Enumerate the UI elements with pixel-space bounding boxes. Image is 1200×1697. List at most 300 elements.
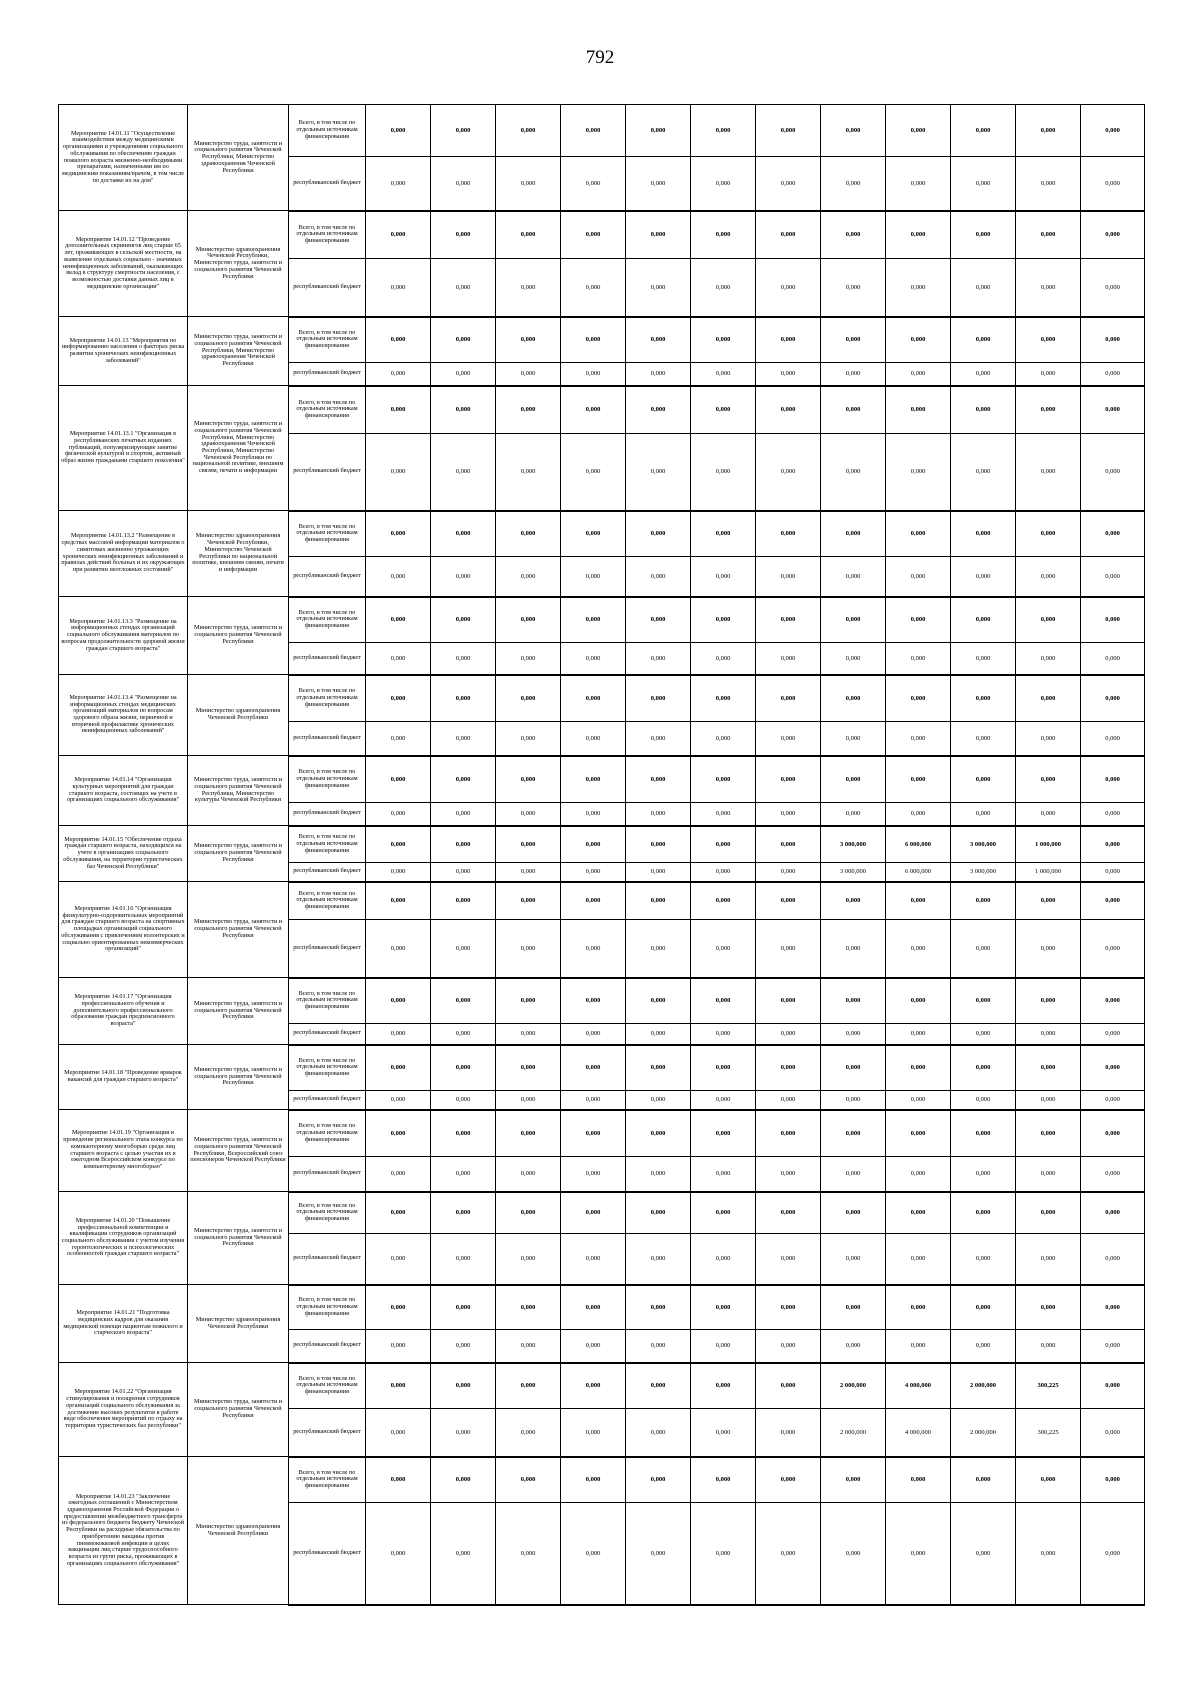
total-value-cell: 0,000	[886, 317, 951, 363]
event-name: Мероприятие 14.01.18 "Проведение ярмарок вакансий для граждан старшего возраста"	[59, 1045, 188, 1110]
total-value-cell: 0,000	[431, 1285, 496, 1330]
total-value-cell: 0,000	[756, 105, 821, 157]
regional-value-cell: 0,000	[691, 1330, 756, 1363]
total-value-cell: 0,000	[886, 1045, 951, 1091]
regional-value-cell: 0,000	[431, 863, 496, 882]
total-value-cell: 0,000	[1081, 826, 1145, 863]
regional-value-cell: 0,000	[366, 259, 431, 317]
total-value-cell: 0,000	[821, 756, 886, 803]
total-value-cell: 0,000	[496, 675, 561, 722]
regional-value-cell: 0,000	[886, 1091, 951, 1110]
total-value-cell: 0,000	[496, 511, 561, 557]
total-value-cell: 0,000	[626, 211, 691, 259]
regional-value-cell: 0,000	[691, 722, 756, 756]
regional-value-cell: 0,000	[1081, 863, 1145, 882]
total-value-cell: 0,000	[561, 1457, 626, 1503]
regional-value-cell: 0,000	[886, 803, 951, 826]
source-total-label: Всего, в том числе по отдельным источникам финансирования	[289, 317, 366, 363]
total-value-cell: 0,000	[821, 317, 886, 363]
total-value-cell: 0,000	[366, 882, 431, 920]
regional-value-cell: 0,000	[431, 259, 496, 317]
regional-value-cell: 0,000	[366, 803, 431, 826]
total-value-cell: 0,000	[366, 211, 431, 259]
total-value-cell: 0,000	[1081, 1363, 1145, 1409]
total-value-cell: 0,000	[1016, 105, 1081, 157]
total-value-cell: 0,000	[431, 826, 496, 863]
total-value-cell: 0,000	[431, 105, 496, 157]
regional-value-cell: 0,000	[561, 920, 626, 978]
total-value-cell: 0,000	[821, 386, 886, 434]
total-value-cell: 0,000	[951, 978, 1016, 1024]
total-value-cell: 0,000	[756, 211, 821, 259]
regional-value-cell: 0,000	[431, 1157, 496, 1192]
source-regional-label: республиканский бюджет	[289, 434, 366, 511]
event-executor: Министерство труда, занятости и социального развития Чеченской Республики	[188, 826, 289, 882]
regional-value-cell: 0,000	[821, 1503, 886, 1605]
regional-value-cell: 0,000	[561, 259, 626, 317]
total-value-cell: 0,000	[951, 675, 1016, 722]
regional-value-cell: 0,000	[1016, 434, 1081, 511]
regional-value-cell: 1 000,000	[1016, 863, 1081, 882]
regional-value-cell: 0,000	[1016, 1330, 1081, 1363]
event-name: Мероприятие 14.01.20 "Повышение профессиональной компетенции и квалификации сотрудников организаций социального обслуживания с учетом изучения геронтологических и психологических особенностей граждан старшего возраста"	[59, 1192, 188, 1285]
regional-value-cell: 0,000	[886, 363, 951, 386]
total-value-cell: 0,000	[366, 1363, 431, 1409]
regional-value-cell: 0,000	[366, 557, 431, 597]
regional-value-cell: 0,000	[821, 1234, 886, 1285]
total-value-cell: 0,000	[821, 1192, 886, 1234]
total-value-cell: 0,000	[886, 597, 951, 643]
regional-value-cell: 0,000	[691, 643, 756, 675]
regional-value-cell: 0,000	[1081, 920, 1145, 978]
regional-value-cell: 0,000	[561, 863, 626, 882]
total-value-cell: 0,000	[1081, 1457, 1145, 1503]
event-executor: Министерство труда, занятости и социального развития Чеченской Республики, Министерство здравоохранения Чеченской Республики	[188, 317, 289, 386]
source-regional-label: республиканский бюджет	[289, 920, 366, 978]
source-regional-label: республиканский бюджет	[289, 643, 366, 675]
regional-value-cell: 0,000	[496, 1234, 561, 1285]
regional-value-cell: 0,000	[951, 434, 1016, 511]
regional-value-cell: 0,000	[1016, 1503, 1081, 1605]
regional-value-cell: 0,000	[951, 157, 1016, 211]
source-regional-label: республиканский бюджет	[289, 1024, 366, 1045]
regional-value-cell: 0,000	[1081, 434, 1145, 511]
regional-value-cell: 3 000,000	[951, 863, 1016, 882]
total-value-cell: 0,000	[366, 1192, 431, 1234]
regional-value-cell: 0,000	[691, 1409, 756, 1457]
source-regional-label: республиканский бюджет	[289, 157, 366, 211]
total-value-cell: 0,000	[626, 978, 691, 1024]
total-value-cell: 0,000	[431, 1110, 496, 1157]
regional-value-cell: 0,000	[951, 920, 1016, 978]
total-value-cell: 0,000	[951, 317, 1016, 363]
total-value-cell: 0,000	[886, 1457, 951, 1503]
regional-value-cell: 0,000	[1081, 157, 1145, 211]
total-value-cell: 0,000	[691, 511, 756, 557]
total-value-cell: 0,000	[1016, 317, 1081, 363]
regional-value-cell: 0,000	[626, 1157, 691, 1192]
regional-value-cell: 0,000	[756, 1091, 821, 1110]
regional-value-cell: 0,000	[951, 643, 1016, 675]
regional-value-cell: 0,000	[626, 722, 691, 756]
regional-value-cell: 0,000	[561, 1157, 626, 1192]
total-value-cell: 0,000	[561, 675, 626, 722]
regional-value-cell: 0,000	[1081, 363, 1145, 386]
regional-value-cell: 0,000	[756, 259, 821, 317]
source-regional-label: республиканский бюджет	[289, 363, 366, 386]
event-executor: Министерство здравоохранения Чеченской Республики, Министерство труда, занятости и социального развития Чеченской Республики	[188, 211, 289, 317]
regional-value-cell: 0,000	[691, 863, 756, 882]
source-total-label: Всего, в том числе по отдельным источникам финансирования	[289, 1110, 366, 1157]
regional-value-cell: 0,000	[496, 1157, 561, 1192]
regional-value-cell: 0,000	[951, 557, 1016, 597]
source-total-label: Всего, в том числе по отдельным источникам финансирования	[289, 1045, 366, 1091]
regional-value-cell: 0,000	[821, 1157, 886, 1192]
total-value-cell: 0,000	[366, 756, 431, 803]
regional-value-cell: 0,000	[431, 643, 496, 675]
regional-value-cell: 0,000	[626, 1503, 691, 1605]
regional-value-cell: 0,000	[561, 1409, 626, 1457]
table-row	[59, 1285, 1145, 1330]
regional-value-cell: 0,000	[756, 1234, 821, 1285]
regional-value-cell: 0,000	[496, 259, 561, 317]
regional-value-cell: 0,000	[886, 722, 951, 756]
total-value-cell: 0,000	[756, 978, 821, 1024]
source-total-label: Всего, в том числе по отдельным источникам финансирования	[289, 1285, 366, 1330]
total-value-cell: 0,000	[431, 1192, 496, 1234]
regional-value-cell: 0,000	[431, 1091, 496, 1110]
total-value-cell: 0,000	[1081, 1110, 1145, 1157]
regional-value-cell: 0,000	[496, 557, 561, 597]
regional-value-cell: 0,000	[756, 157, 821, 211]
table-row	[59, 1192, 1145, 1234]
total-value-cell: 0,000	[1081, 756, 1145, 803]
total-value-cell: 0,000	[691, 1363, 756, 1409]
total-value-cell: 0,000	[886, 1285, 951, 1330]
total-value-cell: 0,000	[756, 317, 821, 363]
regional-value-cell: 0,000	[951, 1157, 1016, 1192]
regional-value-cell: 0,000	[366, 363, 431, 386]
regional-value-cell: 0,000	[1081, 1024, 1145, 1045]
total-value-cell: 0,000	[496, 1192, 561, 1234]
regional-value-cell: 0,000	[366, 1091, 431, 1110]
total-value-cell: 0,000	[691, 882, 756, 920]
total-value-cell: 0,000	[1081, 211, 1145, 259]
regional-value-cell: 0,000	[821, 1091, 886, 1110]
regional-value-cell: 0,000	[496, 157, 561, 211]
regional-value-cell: 0,000	[561, 557, 626, 597]
total-value-cell: 0,000	[626, 1457, 691, 1503]
total-value-cell: 0,000	[1081, 978, 1145, 1024]
total-value-cell: 0,000	[756, 511, 821, 557]
total-value-cell: 0,000	[1081, 882, 1145, 920]
source-regional-label: республиканский бюджет	[289, 1503, 366, 1605]
regional-value-cell: 0,000	[626, 1091, 691, 1110]
regional-value-cell: 0,000	[756, 643, 821, 675]
regional-value-cell: 0,000	[496, 920, 561, 978]
regional-value-cell: 0,000	[1081, 1157, 1145, 1192]
source-regional-label: республиканский бюджет	[289, 1091, 366, 1110]
regional-value-cell: 0,000	[821, 1330, 886, 1363]
regional-value-cell: 0,000	[886, 643, 951, 675]
regional-value-cell: 0,000	[821, 259, 886, 317]
regional-value-cell: 0,000	[431, 557, 496, 597]
total-value-cell: 6 000,000	[886, 826, 951, 863]
total-value-cell: 0,000	[821, 1045, 886, 1091]
regional-value-cell: 0,000	[626, 157, 691, 211]
total-value-cell: 0,000	[756, 1192, 821, 1234]
total-value-cell: 0,000	[431, 511, 496, 557]
total-value-cell: 0,000	[1016, 756, 1081, 803]
total-value-cell: 0,000	[886, 978, 951, 1024]
total-value-cell: 0,000	[626, 597, 691, 643]
total-value-cell: 0,000	[1016, 1045, 1081, 1091]
total-value-cell: 0,000	[496, 1045, 561, 1091]
total-value-cell: 0,000	[951, 1045, 1016, 1091]
regional-value-cell: 0,000	[951, 1091, 1016, 1110]
regional-value-cell: 0,000	[1016, 1091, 1081, 1110]
source-total-label: Всего, в том числе по отдельным источникам финансирования	[289, 1363, 366, 1409]
total-value-cell: 2 000,000	[951, 1363, 1016, 1409]
page-number: 792	[585, 47, 615, 68]
total-value-cell: 0,000	[691, 1457, 756, 1503]
total-value-cell: 0,000	[561, 1045, 626, 1091]
regional-value-cell: 0,000	[626, 920, 691, 978]
regional-value-cell: 0,000	[366, 920, 431, 978]
total-value-cell: 0,000	[366, 511, 431, 557]
total-value-cell: 0,000	[561, 105, 626, 157]
event-executor: Министерство труда, занятости и социального развития Чеченской Республики, Всероссийский союз пенсионеров Чеченской Республики	[188, 1110, 289, 1192]
total-value-cell: 0,000	[431, 978, 496, 1024]
total-value-cell: 0,000	[691, 978, 756, 1024]
total-value-cell: 0,000	[626, 1192, 691, 1234]
regional-value-cell: 0,000	[951, 1330, 1016, 1363]
total-value-cell: 0,000	[431, 1363, 496, 1409]
total-value-cell: 0,000	[821, 1285, 886, 1330]
regional-value-cell: 300,225	[1016, 1409, 1081, 1457]
regional-value-cell: 0,000	[1016, 1234, 1081, 1285]
regional-value-cell: 0,000	[821, 557, 886, 597]
total-value-cell: 0,000	[496, 1363, 561, 1409]
total-value-cell: 0,000	[1016, 1285, 1081, 1330]
event-executor: Министерство труда, занятости и социального развития Чеченской Республики	[188, 1045, 289, 1110]
regional-value-cell: 0,000	[951, 803, 1016, 826]
event-name: Мероприятие 14.01.13.3 "Размещение на информационных стендах организаций социального обслуживания материалов по вопросам продолжительности здоровой жизни граждан старшего возраста"	[59, 597, 188, 675]
regional-value-cell: 0,000	[821, 643, 886, 675]
total-value-cell: 0,000	[756, 597, 821, 643]
total-value-cell: 0,000	[431, 1045, 496, 1091]
regional-value-cell: 0,000	[496, 434, 561, 511]
total-value-cell: 0,000	[366, 1457, 431, 1503]
regional-value-cell: 0,000	[561, 363, 626, 386]
total-value-cell: 0,000	[1081, 1192, 1145, 1234]
total-value-cell: 0,000	[496, 597, 561, 643]
event-executor: Министерство труда, занятости и социального развития Чеченской Республики	[188, 978, 289, 1045]
regional-value-cell: 0,000	[886, 259, 951, 317]
regional-value-cell: 0,000	[496, 643, 561, 675]
total-value-cell: 0,000	[366, 826, 431, 863]
regional-value-cell: 0,000	[951, 1503, 1016, 1605]
table-row	[59, 1363, 1145, 1409]
total-value-cell: 0,000	[951, 1192, 1016, 1234]
regional-value-cell: 4 000,000	[886, 1409, 951, 1457]
regional-value-cell: 0,000	[691, 363, 756, 386]
regional-value-cell: 0,000	[691, 1157, 756, 1192]
regional-value-cell: 0,000	[1016, 259, 1081, 317]
regional-value-cell: 0,000	[1081, 557, 1145, 597]
regional-value-cell: 0,000	[756, 722, 821, 756]
total-value-cell: 0,000	[496, 756, 561, 803]
total-value-cell: 0,000	[951, 1285, 1016, 1330]
regional-value-cell: 0,000	[366, 1234, 431, 1285]
source-regional-label: республиканский бюджет	[289, 722, 366, 756]
total-value-cell: 0,000	[821, 511, 886, 557]
regional-value-cell: 0,000	[821, 920, 886, 978]
regional-value-cell: 0,000	[366, 1409, 431, 1457]
total-value-cell: 0,000	[756, 386, 821, 434]
total-value-cell: 0,000	[886, 211, 951, 259]
regional-value-cell: 0,000	[366, 157, 431, 211]
regional-value-cell: 0,000	[1081, 1503, 1145, 1605]
total-value-cell: 3 000,000	[821, 826, 886, 863]
total-value-cell: 0,000	[1016, 882, 1081, 920]
total-value-cell: 0,000	[431, 675, 496, 722]
total-value-cell: 0,000	[821, 882, 886, 920]
regional-value-cell: 0,000	[821, 1024, 886, 1045]
total-value-cell: 2 000,000	[821, 1363, 886, 1409]
source-regional-label: республиканский бюджет	[289, 557, 366, 597]
total-value-cell: 0,000	[496, 978, 561, 1024]
event-name: Мероприятие 14.01.21 "Подготовка медицинских кадров для оказания медицинской помощи пациентам пожилого и старческого возраста"	[59, 1285, 188, 1363]
regional-value-cell: 0,000	[1016, 157, 1081, 211]
total-value-cell: 0,000	[626, 826, 691, 863]
regional-value-cell: 0,000	[691, 1091, 756, 1110]
regional-value-cell: 0,000	[756, 1409, 821, 1457]
total-value-cell: 0,000	[496, 105, 561, 157]
table-row	[59, 511, 1145, 557]
regional-value-cell: 0,000	[691, 1234, 756, 1285]
total-value-cell: 0,000	[756, 1045, 821, 1091]
regional-value-cell: 0,000	[626, 803, 691, 826]
total-value-cell: 0,000	[1016, 978, 1081, 1024]
event-executor: Министерство труда, занятости и социального развития Чеченской Республики, Министерство культуры Чеченской Республики	[188, 756, 289, 826]
budget-table	[58, 104, 1145, 1606]
regional-value-cell: 0,000	[496, 1503, 561, 1605]
regional-value-cell: 0,000	[1081, 1330, 1145, 1363]
total-value-cell: 0,000	[626, 386, 691, 434]
event-name: Мероприятие 14.01.23 "Заключение ежегодных соглашений с Министерством здравоохранения Российской Федерации о предоставлении межбюджетного трансферта из федерального бюджета бюджету Чеченской Республики на расходные обязательства по приобретению вакцины против пневмококковой инфекции и целях вакцинации лиц старше трудоспособного возраста из групп риска, проживающих в организациях социального обслуживания"	[59, 1457, 188, 1605]
total-value-cell: 0,000	[366, 675, 431, 722]
total-value-cell: 0,000	[626, 756, 691, 803]
regional-value-cell: 3 000,000	[821, 863, 886, 882]
regional-value-cell: 0,000	[1081, 803, 1145, 826]
total-value-cell: 0,000	[821, 597, 886, 643]
total-value-cell: 0,000	[366, 105, 431, 157]
total-value-cell: 0,000	[886, 675, 951, 722]
total-value-cell: 0,000	[691, 597, 756, 643]
total-value-cell: 0,000	[626, 511, 691, 557]
table-row	[59, 597, 1145, 643]
total-value-cell: 0,000	[756, 826, 821, 863]
event-name: Мероприятие 14.01.13.1 "Организация в республиканских печатных изданиях публикаций, популяризирующие занятие физической культурой и спортом, активный образ жизни гражданами старшего поколения"	[59, 386, 188, 511]
total-value-cell: 0,000	[951, 105, 1016, 157]
regional-value-cell: 0,000	[431, 434, 496, 511]
regional-value-cell: 0,000	[1081, 1409, 1145, 1457]
regional-value-cell: 0,000	[626, 643, 691, 675]
total-value-cell: 0,000	[691, 1285, 756, 1330]
total-value-cell: 0,000	[1016, 675, 1081, 722]
event-name: Мероприятие 14.01.14 "Организация культурных мероприятий для граждан старшего возраста, состоящих на учете в организациях социального обслуживания"	[59, 756, 188, 826]
total-value-cell: 0,000	[1081, 597, 1145, 643]
regional-value-cell: 0,000	[886, 1157, 951, 1192]
regional-value-cell: 0,000	[756, 803, 821, 826]
regional-value-cell: 0,000	[431, 722, 496, 756]
total-value-cell: 0,000	[886, 1110, 951, 1157]
regional-value-cell: 0,000	[1081, 1234, 1145, 1285]
source-total-label: Всего, в том числе по отдельным источникам финансирования	[289, 978, 366, 1024]
regional-value-cell: 0,000	[1016, 363, 1081, 386]
total-value-cell: 0,000	[561, 978, 626, 1024]
regional-value-cell: 0,000	[496, 863, 561, 882]
total-value-cell: 0,000	[886, 882, 951, 920]
regional-value-cell: 0,000	[691, 1503, 756, 1605]
total-value-cell: 0,000	[756, 1110, 821, 1157]
regional-value-cell: 0,000	[561, 434, 626, 511]
regional-value-cell: 0,000	[756, 863, 821, 882]
source-regional-label: республиканский бюджет	[289, 1234, 366, 1285]
total-value-cell: 0,000	[951, 1110, 1016, 1157]
total-value-cell: 0,000	[756, 756, 821, 803]
regional-value-cell: 0,000	[821, 803, 886, 826]
regional-value-cell: 0,000	[821, 157, 886, 211]
source-total-label: Всего, в том числе по отдельным источникам финансирования	[289, 386, 366, 434]
source-regional-label: республиканский бюджет	[289, 259, 366, 317]
regional-value-cell: 0,000	[561, 1330, 626, 1363]
total-value-cell: 0,000	[821, 211, 886, 259]
event-name: Мероприятие 14.01.16 "Организация физкультурно-оздоровительных мероприятий для граждан старшего возраста на спортивных площадках организаций социального обслуживания с привлечением волонтерских и социально ориентированных некоммерческих организаций"	[59, 882, 188, 978]
regional-value-cell: 0,000	[886, 1234, 951, 1285]
regional-value-cell: 0,000	[366, 863, 431, 882]
total-value-cell: 0,000	[821, 1110, 886, 1157]
total-value-cell: 0,000	[431, 756, 496, 803]
total-value-cell: 0,000	[886, 386, 951, 434]
total-value-cell: 0,000	[431, 211, 496, 259]
table-row	[59, 675, 1145, 722]
regional-value-cell: 0,000	[1081, 259, 1145, 317]
total-value-cell: 1 000,000	[1016, 826, 1081, 863]
regional-value-cell: 0,000	[756, 1330, 821, 1363]
total-value-cell: 0,000	[1081, 1045, 1145, 1091]
regional-value-cell: 0,000	[951, 1234, 1016, 1285]
regional-value-cell: 0,000	[626, 1234, 691, 1285]
total-value-cell: 0,000	[366, 1285, 431, 1330]
regional-value-cell: 0,000	[886, 920, 951, 978]
event-executor: Министерство труда, занятости и социального развития Чеченской Республики	[188, 1363, 289, 1457]
total-value-cell: 0,000	[366, 386, 431, 434]
regional-value-cell: 0,000	[1016, 557, 1081, 597]
total-value-cell: 0,000	[1081, 105, 1145, 157]
regional-value-cell: 0,000	[951, 259, 1016, 317]
regional-value-cell: 0,000	[496, 1409, 561, 1457]
table-row	[59, 211, 1145, 259]
regional-value-cell: 0,000	[691, 803, 756, 826]
total-value-cell: 0,000	[756, 1457, 821, 1503]
total-value-cell: 0,000	[886, 756, 951, 803]
regional-value-cell: 0,000	[561, 803, 626, 826]
source-total-label: Всего, в том числе по отдельным источникам финансирования	[289, 1192, 366, 1234]
event-name: Мероприятие 14.01.17 "Организация профессионального обучения и дополнительного профессионального образования граждан предпенсионного возраста"	[59, 978, 188, 1045]
total-value-cell: 0,000	[626, 317, 691, 363]
